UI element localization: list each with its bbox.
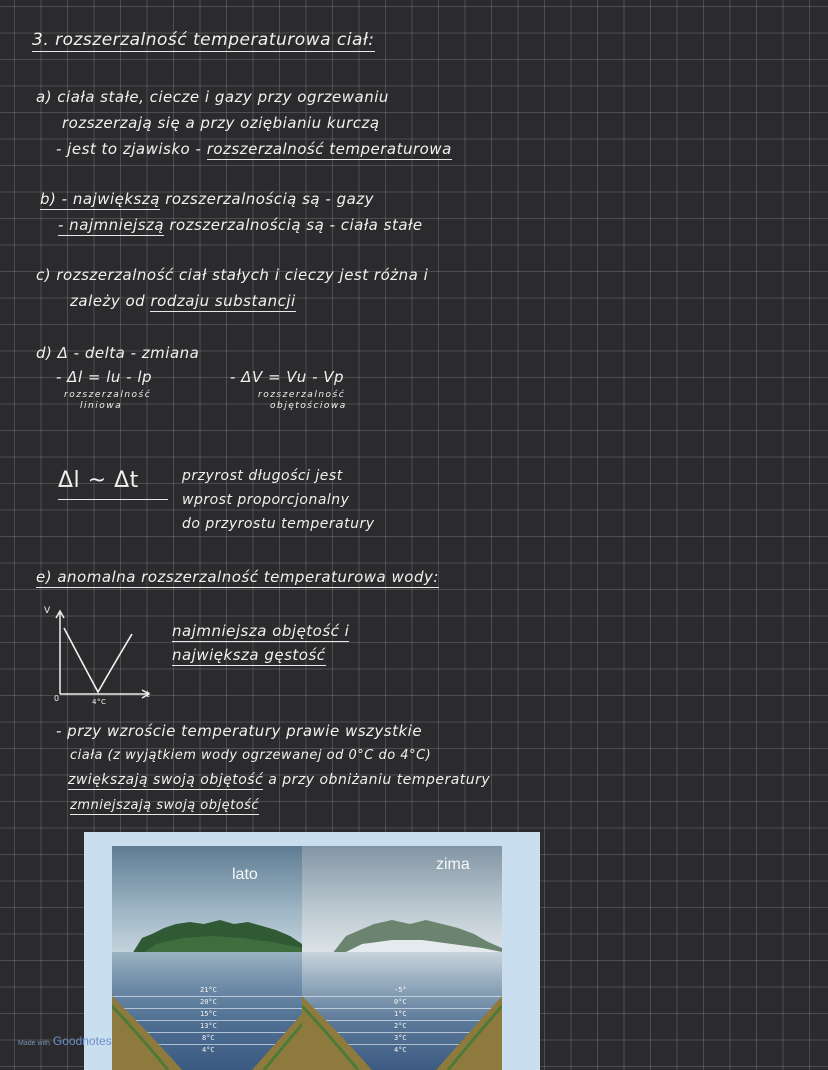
- winter-temp-1: -5°: [394, 986, 407, 994]
- section-a-term: rozszerzalność temperaturowa: [206, 140, 452, 158]
- watermark-brand: Goodnotes: [52, 1034, 112, 1048]
- summer-temp-6: 4°C: [202, 1046, 215, 1054]
- water-volume-graph: [44, 606, 156, 710]
- summer-label: lato: [232, 866, 258, 883]
- goodnotes-watermark: [18, 1034, 112, 1048]
- summer-temp-5: 8°C: [202, 1034, 215, 1042]
- section-e-text-1: - przy wzroście temperatury prawie wszystkie: [56, 722, 423, 740]
- graph-v-label: V: [44, 606, 51, 616]
- section-a-line-2: rozszerzają się a przy oziębianiu kurczą: [62, 114, 380, 132]
- section-e-term-1: zwiększają swoją objętość: [68, 772, 264, 788]
- summer-temp-2: 20°C: [200, 998, 217, 1006]
- winter-label: zima: [436, 856, 470, 873]
- lake-comparison-image: [84, 832, 540, 1070]
- formula-v: - ΔV = Vu - Vp: [230, 368, 345, 386]
- section-e-rest-3: a przy obniżaniu temperatury: [268, 772, 491, 788]
- winter-panel: [302, 846, 502, 1070]
- graph-t-label: t: [146, 690, 151, 700]
- graph-curve: [64, 628, 132, 692]
- proportion-line-3: do przyrostu temperatury: [182, 516, 375, 532]
- section-a-line-3: [56, 140, 452, 158]
- section-c-line-1: c) rozszerzalność ciał stałych i cieczy jest różna i: [36, 266, 429, 284]
- formula-v-label-1: rozszerzalność: [258, 390, 346, 400]
- section-a-prefix: - jest to zjawisko -: [56, 140, 202, 158]
- winter-temp-2: 0°C: [394, 998, 407, 1006]
- section-a-line-1: a) ciała stałe, ciecze i gazy przy ogrzewaniu: [36, 88, 389, 106]
- section-b-line-2: [58, 216, 423, 234]
- proportion-line-2: wprost proporcjonalny: [182, 492, 350, 508]
- section-c-line-2: [70, 292, 296, 310]
- formula-l-label-1: rozszerzalność: [64, 390, 152, 400]
- section-b-rest-1: rozszerzalnością są - gazy: [165, 190, 375, 208]
- section-e-title: [36, 568, 439, 586]
- graph-note-1-text: najmniejsza objętość i: [172, 622, 350, 640]
- winter-temp-4: 2°C: [394, 1022, 407, 1030]
- section-b-term-1: b) - największą: [40, 190, 160, 208]
- graph-four-label: 4°C: [92, 698, 107, 706]
- summer-temp-1: 21°C: [200, 986, 217, 994]
- section-e-term-2: zmniejszają swoją objętość: [70, 798, 260, 813]
- winter-temp-5: 3°C: [394, 1034, 407, 1042]
- graph-note-2-text: największa gęstość: [172, 646, 326, 664]
- formula-l-label-2: liniowa: [80, 401, 123, 411]
- summer-temp-4: 13°C: [200, 1022, 217, 1030]
- section-e-text-2: ciała (z wyjątkiem wody ogrzewanej od 0°C do 4°C): [70, 748, 432, 763]
- watermark-prefix: Made with: [18, 1040, 50, 1047]
- proportion-formula: Δl ~ Δt: [58, 468, 168, 500]
- graph-zero-label: 0: [54, 694, 60, 703]
- section-b-term-2: - najmniejszą: [58, 216, 165, 234]
- summer-panel: [112, 846, 318, 1070]
- formula-l: - Δl = lu - lp: [56, 368, 153, 386]
- section-b-line-1: [40, 190, 374, 208]
- summer-lake-bed: [112, 846, 318, 1070]
- section-e-title-text: e) anomalna rozszerzalność temperaturowa wody:: [36, 568, 439, 586]
- winter-temp-3: 1°C: [394, 1010, 407, 1018]
- proportion-line-1: przyrost długości jest: [182, 468, 343, 484]
- graph-note-1: [172, 622, 349, 640]
- page-title: 3. rozszerzalność temperaturowa ciał:: [32, 30, 375, 50]
- graph-note-2: [172, 646, 326, 664]
- winter-temp-6: 4°C: [394, 1046, 407, 1054]
- section-e-text-4: [70, 798, 259, 813]
- section-b-rest-2: rozszerzalnością są - ciała stałe: [169, 216, 423, 234]
- section-e-text-3: [68, 772, 490, 788]
- formula-v-label-2: objętościowa: [270, 401, 347, 411]
- section-c-term: rodzaju substancji: [150, 292, 296, 310]
- summer-temp-3: 15°C: [200, 1010, 217, 1018]
- section-d-line-1: d) Δ - delta - zmiana: [36, 344, 200, 362]
- section-c-prefix: zależy od: [70, 292, 146, 310]
